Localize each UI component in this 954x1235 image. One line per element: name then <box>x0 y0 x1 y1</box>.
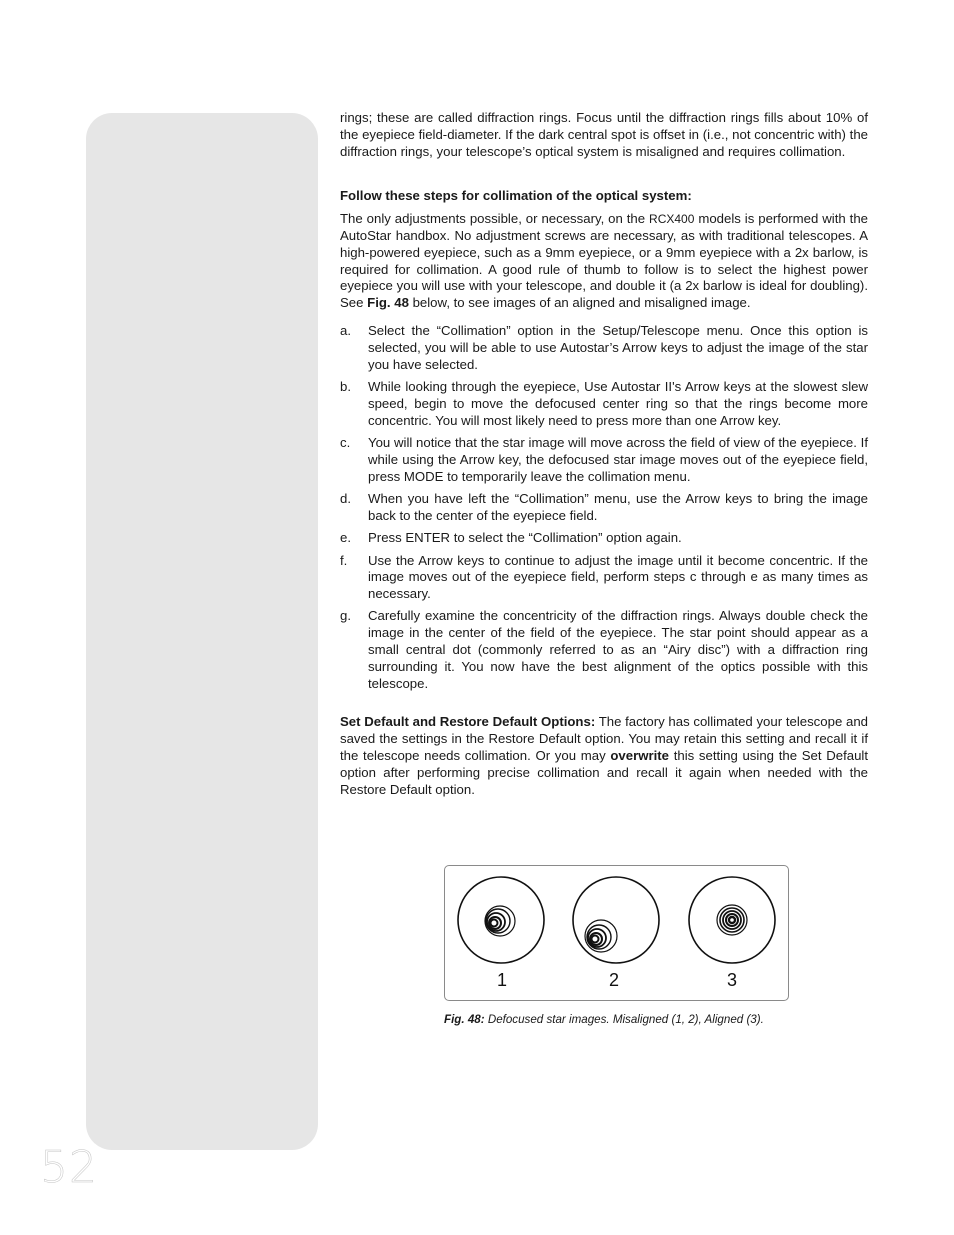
figure-label-2: 2 <box>608 970 619 990</box>
diffraction-rings <box>485 906 515 936</box>
list-marker: d. <box>340 490 351 506</box>
figure-label-1: 1 <box>496 970 507 990</box>
list-text: Press ENTER to select the “Collimation” option again. <box>368 530 682 546</box>
intro-paragraph: rings; these are called diffraction rings. Focus until the diffraction rings fills about 10% of the eyepiece field-diameter. If the dark central spot is offset in (i.e., not concentric with) the diffraction rings, your telescope’s optical system is misaligned and requires collimation. <box>340 110 868 159</box>
model-name: RCX400 <box>649 212 695 227</box>
body-text <box>340 110 868 798</box>
list-item <box>340 608 868 692</box>
defaults-paragraph <box>340 714 868 798</box>
collimation-steps-list <box>340 323 868 693</box>
list-item <box>340 491 868 525</box>
diffraction-rings <box>585 920 617 952</box>
defaults-title: Set Default and Restore Default Options: <box>340 714 596 730</box>
list-text: While looking through the eyepiece, Use Autostar II's Arrow keys at the slowest slew speed, begin to move the defocused center ring so that the rings become more concentric. You will most likely need to press more than one Arrow key. <box>368 378 868 428</box>
adjust-text-1: The only adjustments possible, or necessary, on the <box>340 211 650 227</box>
figure-reference: Fig. 48 <box>367 295 409 311</box>
adjustments-paragraph <box>340 211 868 312</box>
defaults-text-1: The factory has collimated your telescope and saved the settings in the Restore Default option. You may retain this setting and recall it if the telescope needs collimation. Or you may <box>340 714 868 764</box>
list-item <box>340 323 868 373</box>
list-text: Use the Arrow keys to continue to adjust the image until it become concentric. If the image moves out of the eyepiece field, perform steps c through e as many times as necessary. <box>368 552 868 602</box>
list-text: Carefully examine the concentricity of the diffraction rings. Always double check the image in the center of the field of the eyepiece. The star point should appear as a small central dot (commonly referred to as an “Airy disc”) with a diffraction ring surrounding it. You now have the best alignment of the optics possible with this telescope. <box>368 608 868 691</box>
list-item <box>340 530 868 547</box>
list-text: You will notice that the star image will move across the field of view of the eyepiece. If while using the Arrow key, the defocused star image moves out of the eyepiece field, press MODE to temporarily leave the collimation menu. <box>368 434 868 484</box>
list-marker: g. <box>340 608 351 624</box>
list-item <box>340 379 868 429</box>
eyepiece-view-3 <box>689 877 775 963</box>
adjust-text-2: models is performed with the AutoStar handbox. No adjustment screws are necessary, as with traditional telescopes. A high-powered eyepiece, such as a 9mm eyepiece, or a 9mm eyepiece with a 2x barlow, is required for collimation. A good rule of thumb to follow is to select the highest power eyepiece you will use with your telescope, and double it (a 2x barlow is ideal for doubling). See <box>340 211 868 311</box>
list-text: Select the “Collimation” option in the Setup/Telescope menu. Once this option is selected, you will be able to use Autostar’s Arrow keys to adjust the image of the star you have selected. <box>368 322 868 372</box>
list-marker: c. <box>340 434 351 450</box>
list-item <box>340 435 868 485</box>
sidebar-panel <box>86 113 318 1150</box>
list-text: When you have left the “Collimation” menu, use the Arrow keys to bring the image back to the center of the eyepiece field. <box>368 490 868 523</box>
list-marker: f. <box>340 552 348 568</box>
eyepiece-view-2 <box>573 877 659 963</box>
list-item <box>340 553 868 603</box>
diffraction-rings <box>717 905 747 935</box>
list-marker: b. <box>340 378 351 394</box>
caption-text: Defocused star images. Misaligned (1, 2), Aligned (3). <box>484 1013 764 1026</box>
eyepiece-field-circle <box>689 877 775 963</box>
list-marker: a. <box>340 322 351 338</box>
page-number: 52 <box>40 1142 98 1193</box>
list-marker: e. <box>340 530 351 546</box>
caption-label: Fig. 48: <box>444 1013 485 1026</box>
figure-48 <box>444 865 789 1001</box>
overwrite-emphasis: overwrite <box>610 748 670 764</box>
eyepiece-view-1 <box>458 877 544 963</box>
adjust-text-3: below, to see images of an aligned and misaligned image. <box>408 295 751 311</box>
figure-caption <box>444 1012 844 1027</box>
eyepiece-field-circle <box>573 877 659 963</box>
defaults-text-2: this setting using the Set Default option after performing precise collimation and recall it again when needed with the Restore Default option. <box>340 748 868 797</box>
steps-heading: Follow these steps for collimation of the optical system: <box>340 188 692 204</box>
figure-label-3: 3 <box>726 970 737 990</box>
